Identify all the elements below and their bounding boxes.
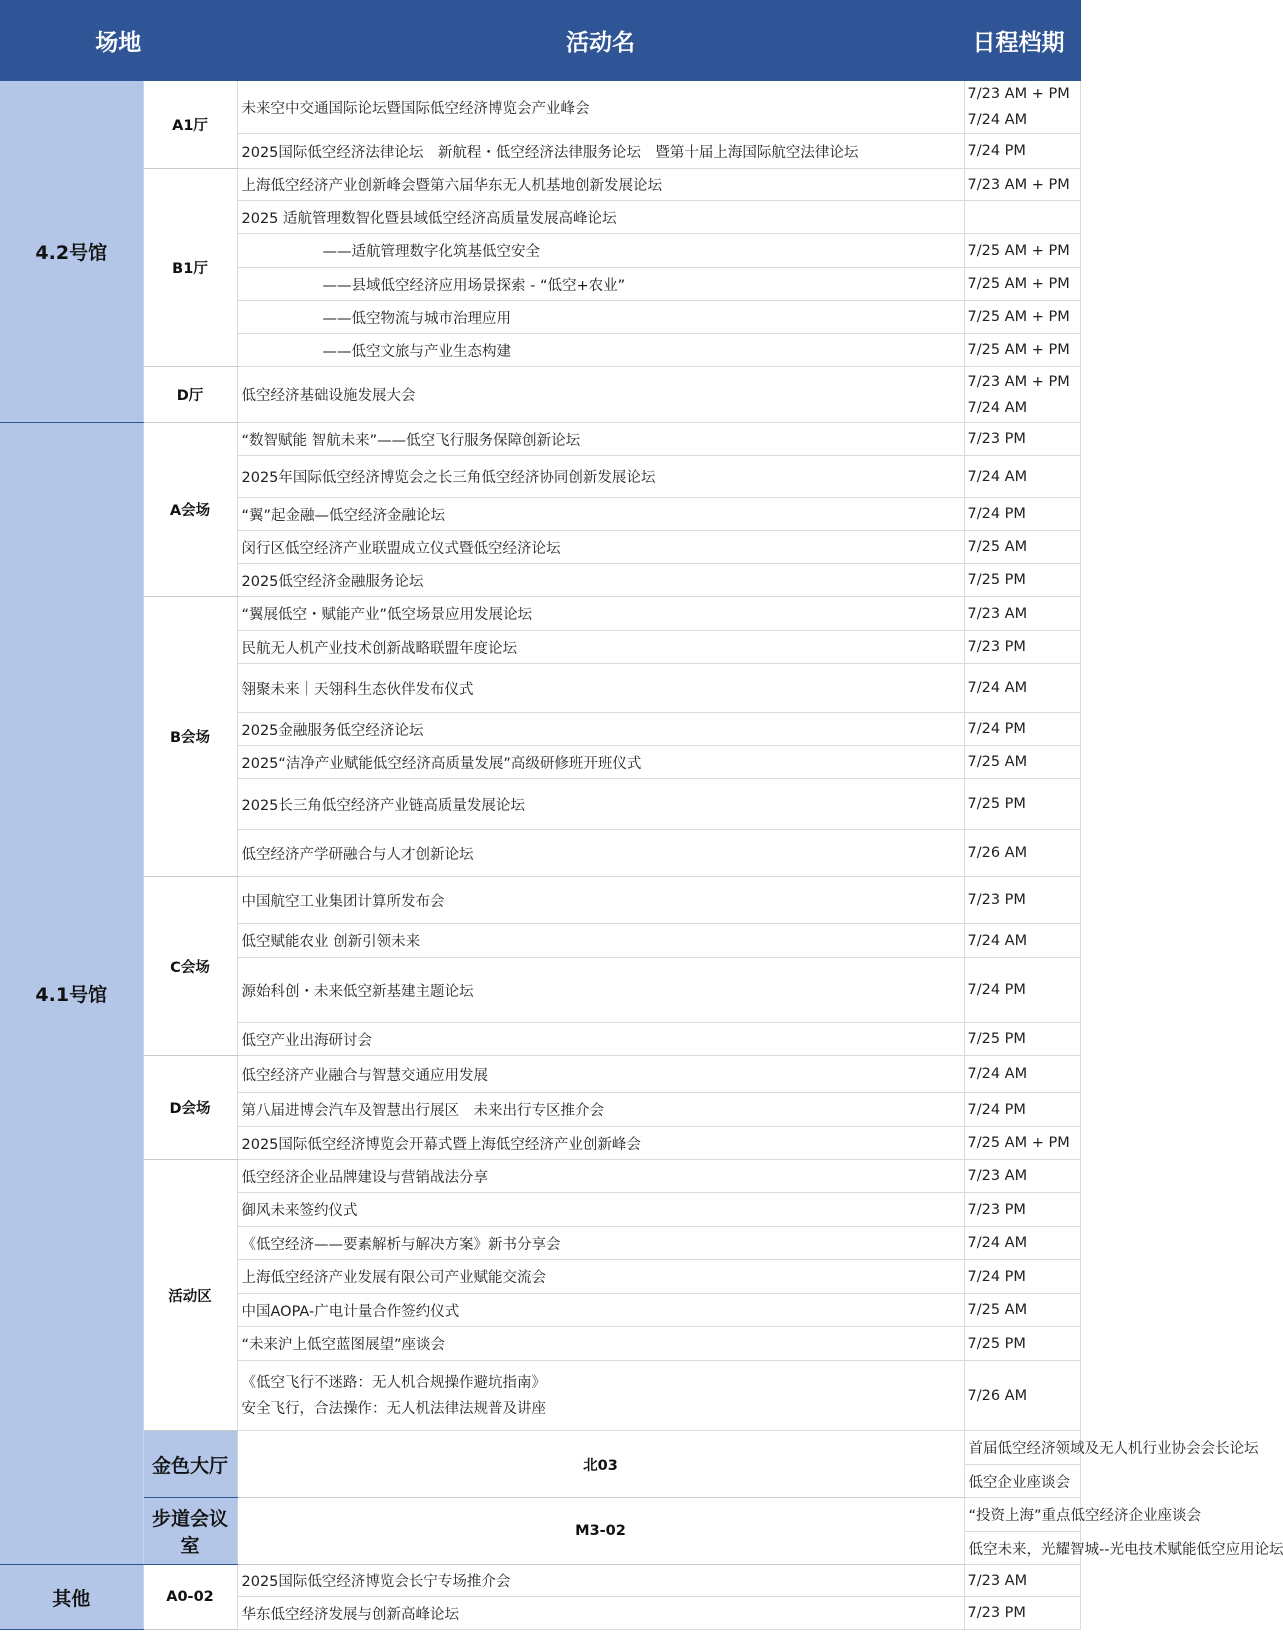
activity-name: 《低空飞行不迷路：无人机合规操作避坑指南》 bbox=[241, 1374, 546, 1391]
activity-name-cell: 御风未来签约仪式 bbox=[237, 1193, 964, 1227]
schedule-cell: 7/23 PM bbox=[964, 631, 1080, 664]
schedule-cell: 7/23 AM bbox=[964, 1160, 1080, 1193]
schedule-cell: 7/25 PM bbox=[964, 564, 1080, 597]
activity-name-cell: “未来沪上低空蓝图展望”座谈会 bbox=[237, 1327, 964, 1361]
schedule-line1: 7/23 AM + PM bbox=[967, 373, 1070, 390]
activity-name-cell: 2025低空经济金融服务论坛 bbox=[237, 564, 964, 597]
activity-name-cell: “投资上海”重点低空经济企业座谈会 bbox=[964, 1498, 1080, 1532]
schedule-line2: 7/24 AM bbox=[967, 112, 1028, 128]
hall-cell: B会场 bbox=[143, 597, 237, 877]
activity-name-cell: 中国航空工业集团计算所发布会 bbox=[237, 877, 964, 924]
activity-name-cell: 2025国际低空经济法律论坛 新航程・低空经济法律服务论坛 暨第十届上海国际航空法律论坛 bbox=[237, 134, 964, 169]
schedule-cell: 7/25 AM bbox=[964, 531, 1080, 564]
activity-name-cell: “翼展低空・赋能产业”低空场景应用发展论坛 bbox=[237, 597, 964, 631]
table-row bbox=[0, 1498, 1080, 1532]
activity-name-cell: 源始科创・未来低空新基建主题论坛 bbox=[237, 958, 964, 1023]
table-row bbox=[0, 1565, 1080, 1597]
activity-name-cell: 中国AOPA-广电计量合作签约仪式 bbox=[237, 1294, 964, 1327]
activity-name-cell: 闵行区低空经济产业联盟成立仪式暨低空经济论坛 bbox=[237, 531, 964, 564]
activity-name-cell: ——低空文旅与产业生态构建 bbox=[237, 334, 964, 367]
hall-cell: D厅 bbox=[143, 367, 237, 423]
activity-name-cell: “数智赋能 智航未来”——低空飞行服务保障创新论坛 bbox=[237, 423, 964, 456]
schedule-cell: 7/23 AM bbox=[964, 597, 1080, 631]
hall-cell: D会场 bbox=[143, 1056, 237, 1160]
activity-name-cell: 2025国际低空经济博览会长宁专场推介会 bbox=[237, 1565, 964, 1597]
schedule-cell: 7/24 AM bbox=[964, 456, 1080, 498]
schedule-line2: 7/24 AM bbox=[967, 399, 1028, 416]
schedule-cell: 7/23 AM bbox=[964, 1565, 1080, 1597]
hall-cell: A会场 bbox=[143, 423, 237, 597]
activity-name-cell: 华东低空经济发展与创新高峰论坛 bbox=[237, 1597, 964, 1630]
schedule-cell: 7/23 PM bbox=[964, 1597, 1080, 1630]
schedule-cell: 7/25 AM + PM bbox=[964, 234, 1080, 268]
activity-name-cell: 低空经济基础设施发展大会 bbox=[237, 367, 964, 423]
schedule-cell: 7/24 AM bbox=[964, 1056, 1080, 1093]
activity-name-cell bbox=[237, 1361, 964, 1431]
table-row bbox=[0, 1056, 1080, 1093]
schedule-cell: 7/26 AM bbox=[964, 830, 1080, 877]
schedule-cell: 7/25 PM bbox=[964, 1327, 1080, 1361]
schedule-cell: 7/24 PM bbox=[964, 134, 1080, 169]
activity-name-line2: 安全飞行，合法操作：无人机法律法规普及讲座 bbox=[241, 1400, 546, 1417]
schedule-cell: 7/23 PM bbox=[964, 1193, 1080, 1227]
table-row bbox=[0, 877, 1080, 924]
activity-name-cell: 低空企业座谈会 bbox=[964, 1465, 1080, 1498]
activity-name-cell: 低空未来，光耀智城--光电技术赋能低空应用论坛 bbox=[964, 1532, 1080, 1565]
activity-name-cell: 上海低空经济产业发展有限公司产业赋能交流会 bbox=[237, 1260, 964, 1294]
table-row bbox=[0, 1160, 1080, 1193]
schedule-cell: 7/25 AM bbox=[964, 746, 1080, 779]
activity-name-cell: 《低空经济——要素解析与解决方案》新书分享会 bbox=[237, 1227, 964, 1260]
schedule-line1: 7/23 AM + PM bbox=[967, 86, 1070, 102]
activity-name-cell: 低空经济产业融合与智慧交通应用发展 bbox=[237, 1056, 964, 1093]
activity-name-cell: 低空经济产学研融合与人才创新论坛 bbox=[237, 830, 964, 877]
activity-name-cell: 翎聚未来｜天翎科生态伙伴发布仪式 bbox=[237, 664, 964, 713]
header-schedule: 日程档期 bbox=[964, 0, 1080, 81]
hall-cell: B1厅 bbox=[143, 169, 237, 367]
schedule-cell: 7/24 PM bbox=[964, 1260, 1080, 1294]
schedule-cell: 7/26 AM bbox=[964, 1361, 1080, 1431]
activity-name-cell: 低空赋能农业 创新引领未来 bbox=[237, 924, 964, 958]
schedule-cell: 7/25 AM + PM bbox=[964, 334, 1080, 367]
hall-cell: A1厅 bbox=[143, 81, 237, 169]
schedule-cell: 7/23 PM bbox=[964, 877, 1080, 924]
schedule-cell: 7/25 AM + PM bbox=[964, 301, 1080, 334]
schedule-cell: 7/24 AM bbox=[964, 664, 1080, 713]
venue-cell: 其他 bbox=[0, 1565, 143, 1630]
activity-name-cell: 低空产业出海研讨会 bbox=[237, 1023, 964, 1056]
schedule-cell: 7/25 PM bbox=[964, 779, 1080, 830]
schedule-cell: 7/24 AM bbox=[964, 924, 1080, 958]
activity-name-cell: 2025国际低空经济博览会开幕式暨上海低空经济产业创新峰会 bbox=[237, 1127, 964, 1160]
schedule-cell: 7/25 PM bbox=[964, 1023, 1080, 1056]
schedule-cell: 7/24 PM bbox=[964, 958, 1080, 1023]
venue-cell: 金色大厅 bbox=[143, 1431, 237, 1498]
schedule-cell: 7/24 PM bbox=[964, 498, 1080, 531]
activity-name-cell: ——低空物流与城市治理应用 bbox=[237, 301, 964, 334]
schedule-cell: 7/25 AM bbox=[964, 1294, 1080, 1327]
activity-name-cell: 第八届进博会汽车及智慧出行展区 未来出行专区推介会 bbox=[237, 1093, 964, 1127]
table-row bbox=[0, 597, 1080, 631]
activity-name-cell: 低空经济企业品牌建设与营销战法分享 bbox=[237, 1160, 964, 1193]
schedule-cell bbox=[964, 81, 1080, 134]
table-row bbox=[0, 169, 1080, 201]
activity-name-cell: 首届低空经济领域及无人机行业协会会长论坛 bbox=[964, 1431, 1080, 1465]
schedule-body bbox=[0, 81, 1283, 1630]
activity-name-cell: ——适航管理数字化筑基低空安全 bbox=[237, 234, 964, 268]
table-row bbox=[0, 1431, 1080, 1465]
header-row bbox=[0, 0, 1080, 81]
hall-cell: 北03 bbox=[237, 1431, 964, 1498]
schedule-cell: 7/24 AM bbox=[964, 1227, 1080, 1260]
schedule-cell: 7/23 PM bbox=[964, 423, 1080, 456]
hall-cell: M3-02 bbox=[237, 1498, 964, 1565]
schedule-cell bbox=[964, 367, 1080, 423]
table-row bbox=[0, 423, 1080, 456]
activity-name-cell: 2025金融服务低空经济论坛 bbox=[237, 713, 964, 746]
activity-name-cell: 民航无人机产业技术创新战略联盟年度论坛 bbox=[237, 631, 964, 664]
hall-cell: C会场 bbox=[143, 877, 237, 1056]
activity-name-cell: 未来空中交通国际论坛暨国际低空经济博览会产业峰会 bbox=[237, 81, 964, 134]
venue-cell: 步道会议室 bbox=[143, 1498, 237, 1565]
activity-name-cell: 2025年国际低空经济博览会之长三角低空经济协同创新发展论坛 bbox=[237, 456, 964, 498]
header-venue: 场地 bbox=[0, 0, 237, 81]
activity-name-cell: 2025 适航管理数智化暨县域低空经济高质量发展高峰论坛 bbox=[237, 201, 964, 234]
table-row bbox=[0, 367, 1080, 423]
venue-cell: 4.2号馆 bbox=[0, 81, 143, 423]
schedule-cell: 7/24 PM bbox=[964, 1093, 1080, 1127]
schedule-cell: 7/25 AM + PM bbox=[964, 268, 1080, 301]
schedule-cell: 7/24 PM bbox=[964, 713, 1080, 746]
header-activity: 活动名 bbox=[237, 0, 964, 81]
table-row bbox=[0, 81, 1080, 134]
schedule-cell: 7/23 AM + PM bbox=[964, 169, 1080, 201]
schedule-cell: 7/25 AM + PM bbox=[964, 1127, 1080, 1160]
activity-name-cell: 2025“洁净产业赋能低空经济高质量发展”高级研修班开班仪式 bbox=[237, 746, 964, 779]
venue-cell: 4.1号馆 bbox=[0, 423, 143, 1565]
hall-cell: 活动区 bbox=[143, 1160, 237, 1431]
hall-cell: A0-02 bbox=[143, 1565, 237, 1630]
schedule-cell bbox=[964, 201, 1080, 234]
activity-name-cell: 2025长三角低空经济产业链高质量发展论坛 bbox=[237, 779, 964, 830]
activity-name-cell: “翼”起金融—低空经济金融论坛 bbox=[237, 498, 964, 531]
activity-name-cell: ——县域低空经济应用场景探索 - “低空+农业” bbox=[237, 268, 964, 301]
activity-name-cell: 上海低空经济产业创新峰会暨第六届华东无人机基地创新发展论坛 bbox=[237, 169, 964, 201]
